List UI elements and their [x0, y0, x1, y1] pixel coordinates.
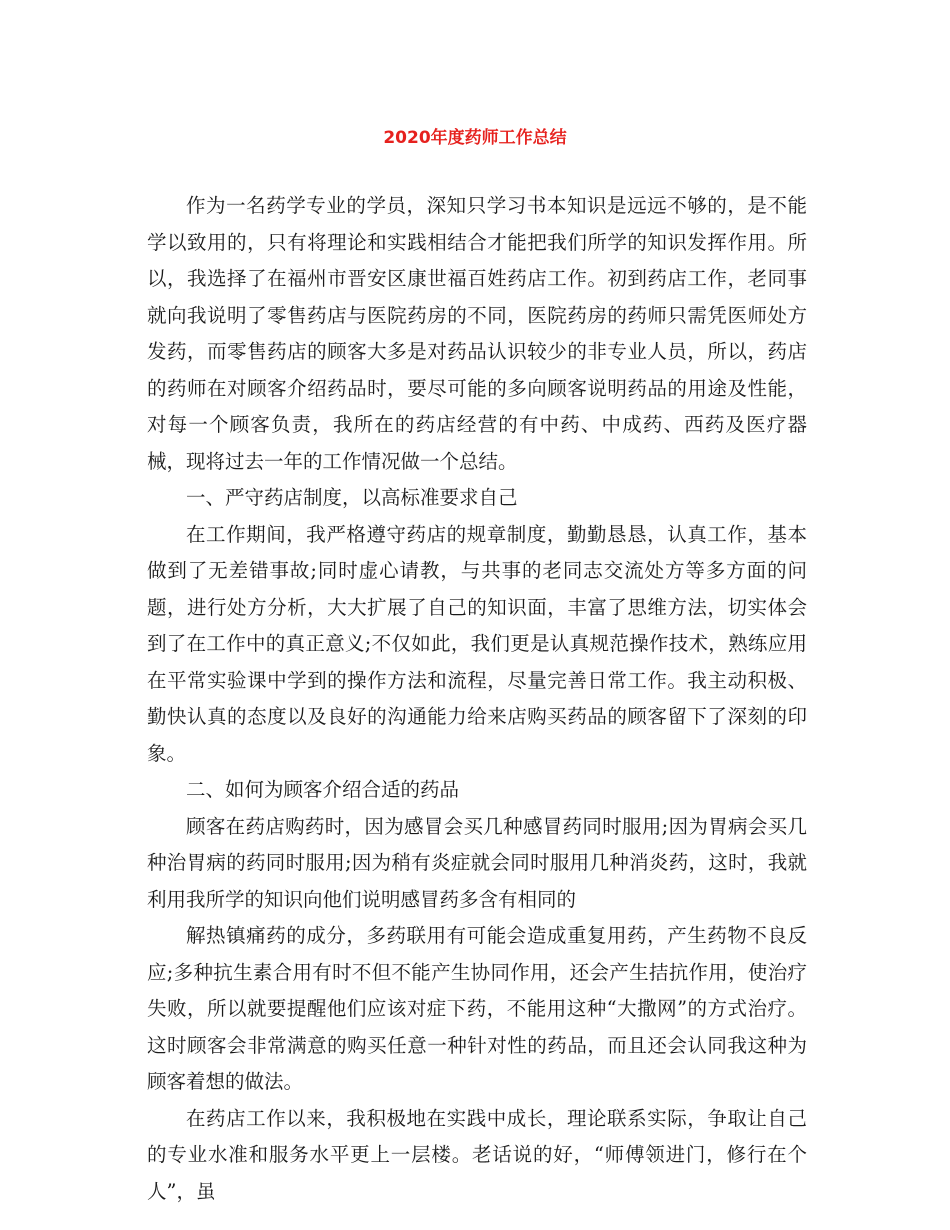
paragraph-section-1: 在工作期间，我严格遵守药店的规章制度，勤勤恳恳，认真工作，基本做到了无差错事故;同时虚心请教，与共事的老同志交流处方等多方面的问题，进行处方分析，大大扩展了自己的知识面，丰富了思维方法，切实体会到了在工作中的真正意义;不仅如此，我们更是认真规范操作技术，熟练应用在平常实验课中学到的操作方法和流程，尽量完善日常工作。我主动积极、勤快认真的态度以及良好的沟通能力给来店购买药品的顾客留下了深刻的印象。 — [147, 522, 807, 765]
document-body — [147, 188, 807, 1210]
document-title: 2020年度药师工作总结 — [383, 128, 567, 148]
paragraph-section-2b: 解热镇痛药的成分，多药联用有可能会造成重复用药，产生药物不良反应;多种抗生素合用有时不但不能产生协同作用，还会产生拮抗作用，使治疗失败，所以就要提醒他们应该对症下药，不能用这种“大撒网”的方式治疗。这时顾客会非常满意的购买任意一种针对性的药品，而且还会认同我这种为顾客着想的做法。 — [147, 924, 807, 1093]
paragraph-section-2a: 顾客在药店购药时，因为感冒会买几种感冒药同时服用;因为胃病会买几种治胃病的药同时服用;因为稍有炎症就会同时服用几种消炎药，这时，我就利用我所学的知识向他们说明感冒药多含有相同的 — [147, 814, 807, 911]
paragraph-intro: 作为一名药学专业的学员，深知只学习书本知识是远远不够的，是不能学以致用的，只有将理论和实践相结合才能把我们所学的知识发挥作用。所以，我选择了在福州市晋安区康世福百姓药店工作。初到药店工作，老同事就向我说明了零售药店与医院药房的不同，医院药房的药师只需凭医师处方发药，而零售药店的顾客大多是对药品认识较少的非专业人员，所以，药店的药师在对顾客介绍药品时，要尽可能的多向顾客说明药品的用途及性能，对每一个顾客负责，我所在的药店经营的有中药、中成药、西药及医疗器械，现将过去一年的工作情况做一个总结。 — [147, 194, 807, 473]
section-heading-1: 一、严守药店制度，以高标准要求自己 — [186, 486, 518, 509]
section-heading-2: 二、如何为顾客介绍合适的药品 — [186, 778, 460, 801]
paragraph-closing: 在药店工作以来，我积极地在实践中成长，理论联系实际，争取让自己的专业水准和服务水平更上一层楼。老话说的好，“师傅领进门，修行在个人”，虽 — [147, 1106, 807, 1203]
